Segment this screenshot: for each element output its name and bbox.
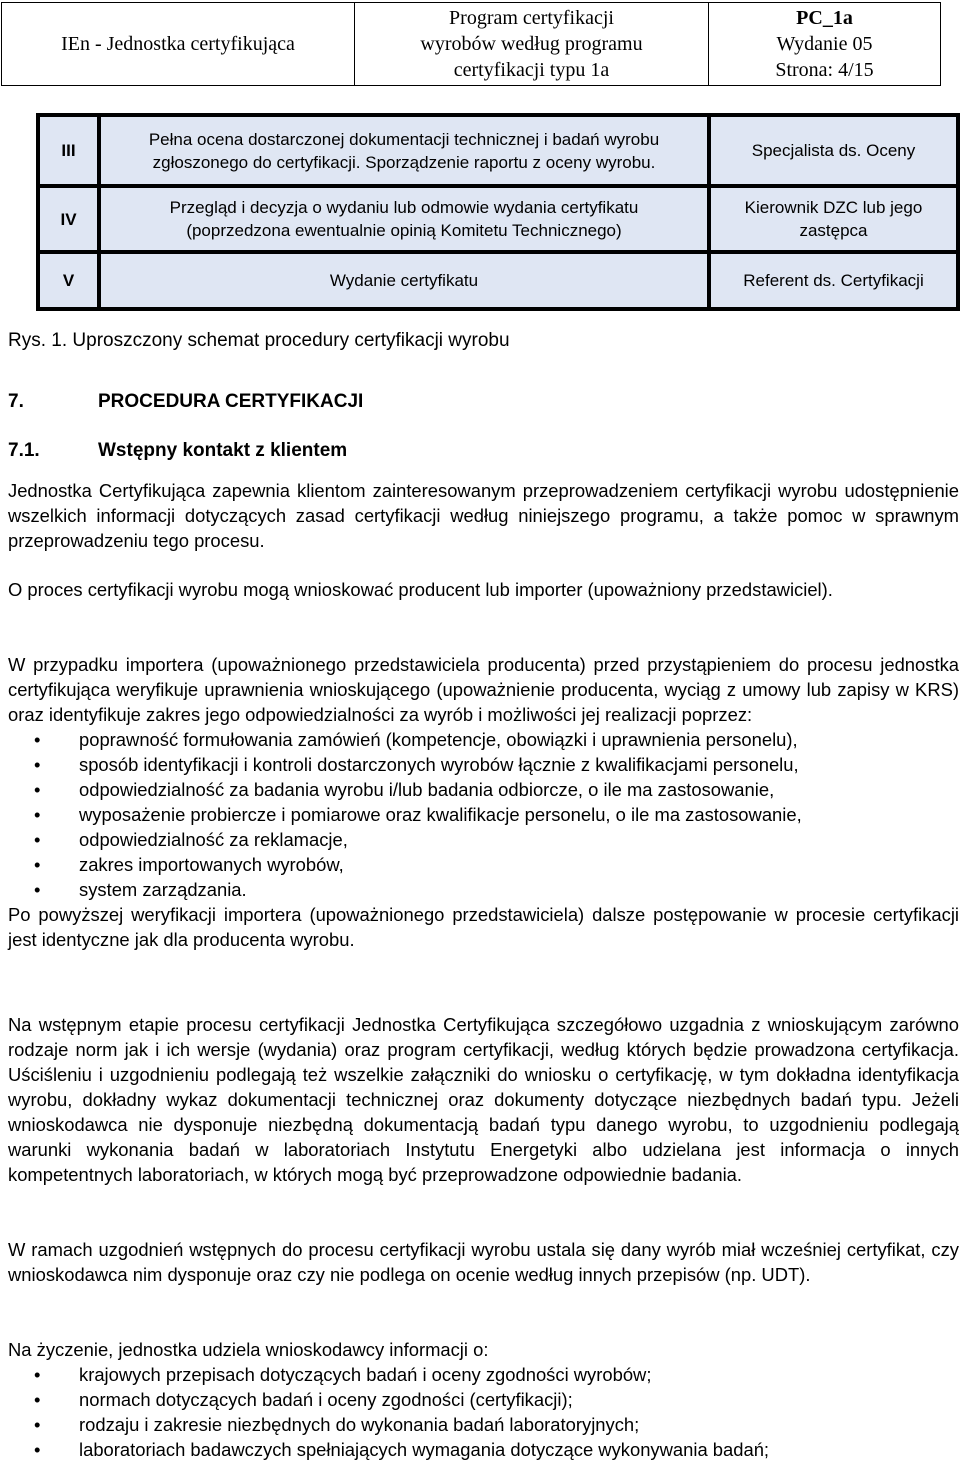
list-item: • zakres importowanych wyrobów,	[8, 852, 959, 877]
list-item: • krajowych przepisach dotyczących badań i oceny zgodności wyrobów;	[8, 1362, 959, 1387]
step-role-line: zastępca	[799, 221, 868, 240]
step-description	[99, 115, 709, 186]
list-item: • odpowiedzialność za reklamacje,	[8, 827, 959, 852]
body-paragraph-2	[8, 577, 959, 602]
paragraph: Po powyższej weryfikacji importera (upoważnionego przedstawiciela) dalsze postępowanie w procesie certyfikacji jest identyczne jak dla producenta wyrobu.	[8, 904, 959, 950]
paragraph: Jednostka Certyfikująca zapewnia klientom zainteresowanym przeprowadzeniem certyfikacji wyrobu udostępnienie wszelkich informacji dotyczących zasad certyfikacji według niniejszego programu, a także pomoc w sprawnym przeprowadzeniu tego procesu.	[8, 480, 959, 551]
paragraph: Na życzenie, jednostka udziela wnioskodawcy informacji o:	[8, 1339, 489, 1360]
information-list	[8, 1362, 959, 1462]
subsection-title: Wstępny kontakt z klientem	[98, 440, 348, 461]
step-description-line: Wydanie certyfikatu	[329, 271, 479, 290]
step-description	[99, 252, 709, 309]
paragraph: O proces certyfikacji wyrobu mogą wnioskować producent lub importer (upoważniony przedstawiciel).	[8, 579, 833, 600]
process-row	[38, 186, 958, 252]
paragraph: W przypadku importera (upoważnionego przedstawiciela producenta) przed przystąpieniem do procesu jednostka certyfikująca weryfikuje uprawnienia wnioskującego (upoważnienie producenta, wyciąg z umowy lub zapisy w KRS) oraz identyfikuje zakres jego odpowiedzialności za wyrób i możliwości jej realizacji poprzez:	[8, 654, 959, 725]
header-program-cell	[355, 3, 709, 85]
list-item: • normach dotyczących badań i oceny zgodności (certyfikacji);	[8, 1387, 959, 1412]
body-paragraph-6	[8, 1237, 959, 1287]
step-role	[709, 252, 958, 309]
header-code: PC_1a	[796, 7, 853, 29]
step-description-line: Przegląd i decyzja o wydaniu lub odmowie wydania certyfikatu	[169, 198, 639, 217]
step-description-line: (poprzedzona ewentualnie opinią Komitetu Technicznego)	[186, 221, 622, 240]
header-unit-cell	[2, 3, 355, 85]
header-program-line: wyrobów według programu	[420, 33, 643, 55]
list-item: • sposób identyfikacji i kontroli dostarczonych wyrobów łącznie z kwalifikacjami personelu,	[8, 752, 959, 777]
step-role	[709, 115, 958, 186]
paragraph: W ramach uzgodnień wstępnych do procesu certyfikacji wyrobu ustala się dany wyrób miał wcześniej certyfikat, czy wnioskodawca nim dysponuje oraz czy nie podlega on ocenie według innych przepisów (np. UDT).	[8, 1239, 959, 1285]
document-header	[1, 2, 941, 86]
step-description-line: zgłoszonego do certyfikacji. Sporządzenie raportu z oceny wyrobu.	[152, 152, 656, 172]
step-number: III	[38, 115, 99, 186]
body-paragraph-5	[8, 1012, 959, 1187]
step-role-line: Specjalista ds. Oceny	[751, 141, 916, 160]
header-page: Strona: 4/15	[775, 59, 874, 81]
process-table	[36, 113, 960, 311]
subsection-heading	[8, 440, 347, 462]
verification-list	[8, 727, 959, 902]
step-role	[709, 186, 958, 252]
process-row	[38, 252, 958, 309]
list-item: • laboratoriach badawczych spełniających wymagania dotyczące wykonywania badań;	[8, 1437, 959, 1462]
header-program-line: certyfikacji typu 1a	[453, 59, 610, 81]
list-item: • rodzaju i zakresie niezbędnych do wykonania badań laboratoryjnych;	[8, 1412, 959, 1437]
body-paragraph-3	[8, 652, 959, 952]
body-paragraph-7	[8, 1337, 959, 1462]
section-title: PROCEDURA CERTYFIKACJI	[98, 391, 364, 412]
step-number: V	[38, 252, 99, 309]
paragraph: Na wstępnym etapie procesu certyfikacji Jednostka Certyfikująca szczegółowo uzgadnia z wnioskującym zarówno rodzaje norm jak i ich wersje (wydania) oraz program certyfikacji, według których będzie prowadzona certyfikacja. Uściśleniu i uzgodnieniu podlegają też wszelkie załączniki do wniosku o certyfikację, w tym dokładna identyfikacja wyrobu, dokładny wykaz dokumentacji technicznej oraz dokumenty dotyczące niezbędnych badań typu. Jeżeli wnioskodawca nie dysponuje niezbędną dokumentacją badań typu danego wyrobu, to uzgodnieniu podlegają warunki wykonania badań w laboratoriach Instytutu Energetyki albo udzielana jest informacja o innych kompetentnych laboratoriach, w których mogą być przeprowadzone odpowiednie badania.	[8, 1014, 959, 1185]
body-paragraph-1	[8, 478, 959, 553]
list-item: • odpowiedzialność za badania wyrobu i/lub badania odbiorcze, o ile ma zastosowanie,	[8, 777, 959, 802]
header-meta-cell	[709, 3, 940, 85]
figure-caption: Rys. 1. Uproszczony schemat procedury certyfikacji wyrobu	[8, 330, 510, 351]
step-role-line: Kierownik DZC lub jego	[744, 198, 923, 217]
header-unit: IEn - Jednostka certyfikująca	[61, 33, 295, 55]
step-description	[99, 186, 709, 252]
section-number: 7.	[8, 391, 24, 412]
list-item: • poprawność formułowania zamówień (kompetencje, obowiązki i uprawnienia personelu),	[8, 727, 959, 752]
list-item: • wyposażenie probiercze i pomiarowe oraz kwalifikacje personelu, o ile ma zastosowanie,	[8, 802, 959, 827]
section-heading	[8, 391, 363, 413]
step-number: IV	[38, 186, 99, 252]
process-row	[38, 115, 958, 186]
subsection-number: 7.1.	[8, 440, 40, 461]
list-item: • system zarządzania.	[8, 877, 959, 902]
header-program-line: Program certyfikacji	[449, 7, 614, 29]
header-edition: Wydanie 05	[776, 33, 873, 55]
step-description-line: Pełna ocena dostarczonej dokumentacji technicznej i badań wyrobu	[148, 129, 660, 149]
step-role-line: Referent ds. Certyfikacji	[743, 271, 924, 290]
